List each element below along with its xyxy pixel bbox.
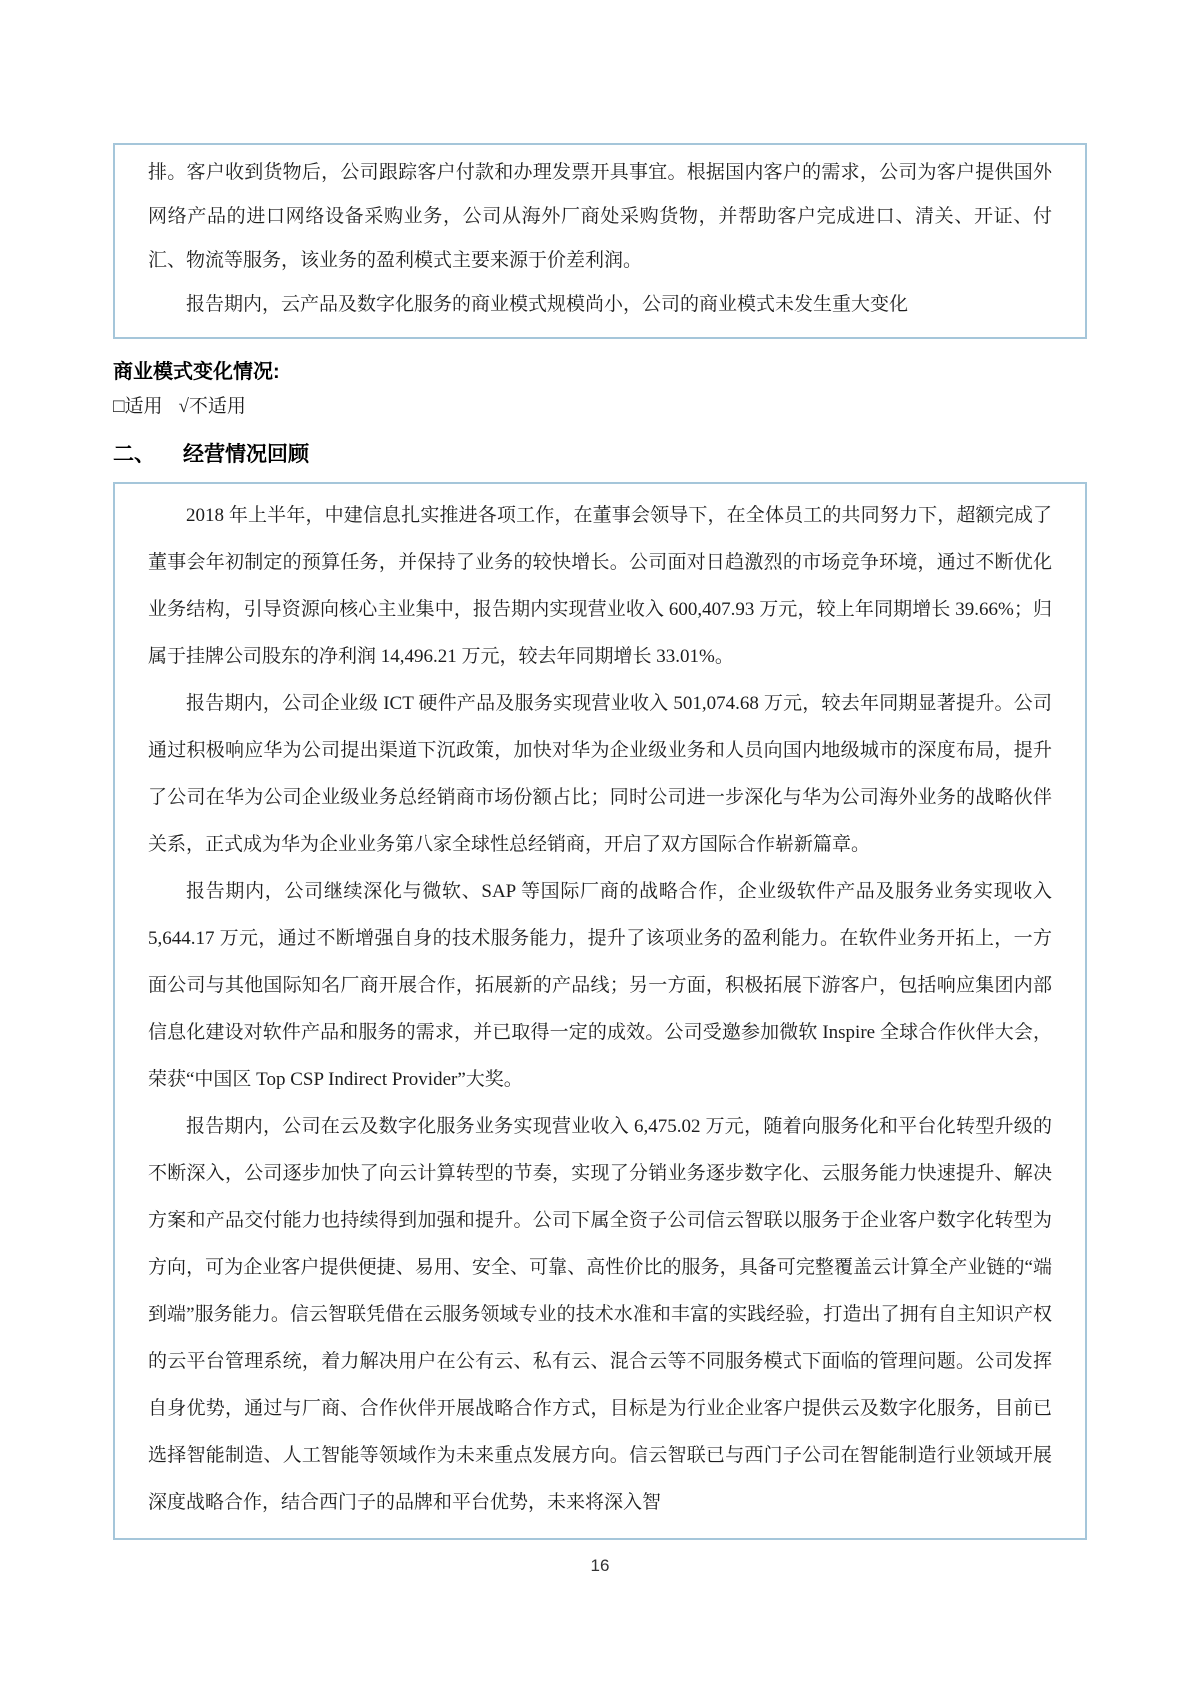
paragraph: 排。客户收到货物后，公司跟踪客户付款和办理发票开具事宜。根据国内客户的需求，公司为客户提供国外网络产品的进口网络设备采购业务，公司从海外厂商处采购货物，并帮助客户完成进口、清关、开证、付汇、物流等服务，该业务的盈利模式主要来源于价差利润。 (148, 162, 1052, 271)
checkbox-not-applicable-option: √不适用 (178, 396, 246, 417)
page-number: 16 (590, 1556, 610, 1575)
paragraph: 报告期内，公司继续深化与微软、SAP 等国际厂商的战略合作，企业级软件产品及服务业务实现收入 5,644.17 万元，通过不断增强自身的技术服务能力，提升了该项业务的盈利能力。在软件业务开拓上，一方面公司与其他国际知名厂商开展合作，拓展新的产品线；另一方面，积极拓展下游客户，包括响应集团内部信息化建设对软件产品和服务的需求，并已取得一定的成效。公司受邀参加微软 Inspire 全球合作伙伴大会，荣获“中国区 Top CSP Indirect Provider”大奖。 (148, 881, 1052, 1090)
paragraph: 报告期内，公司在云及数字化服务业务实现营业收入 6,475.02 万元，随着向服务化和平台化转型升级的不断深入，公司逐步加快了向云计算转型的节奏，实现了分销业务逐步数字化、云服务能力快速提升、解决方案和产品交付能力也持续得到加强和提升。公司下属全资子公司信云智联以服务于企业客户数字化转型为方向，可为企业客户提供便捷、易用、安全、可靠、高性价比的服务，具备可完整覆盖云计算全产业链的“端到端”服务能力。信云智联凭借在云服务领域专业的技术水准和丰富的实践经验，打造出了拥有自主知识产权的云平台管理系统，着力解决用户在公有云、私有云、混合云等不同服务模式下面临的管理问题。公司发挥自身优势，通过与厂商、合作伙伴开展战略合作方式，目标是为行业企业客户提供云及数字化服务，目前已选择智能制造、人工智能等领域作为未来重点发展方向。信云智联已与西门子公司在智能制造行业领域开展深度战略合作，结合西门子的品牌和平台优势，未来将深入智 (148, 1116, 1052, 1513)
paragraph: 2018 年上半年，中建信息扎实推进各项工作，在董事会领导下，在全体员工的共同努力下，超额完成了董事会年初制定的预算任务，并保持了业务的较快增长。公司面对日趋激烈的市场竞争环境，通过不断优化业务结构，引导资源向核心主业集中，报告期内实现营业收入 600,407.93 万元，较上年同期增长 39.66%；归属于挂牌公司股东的净利润 14,496.21 万元，较去年同期增长 33.01%。 (148, 505, 1052, 667)
section-title: 经营情况回顾 (183, 443, 309, 466)
applicability-options (113, 391, 1087, 418)
business-model-change-heading: 商业模式变化情况: (113, 361, 280, 383)
operations-review-box (113, 482, 1087, 1540)
section-heading (113, 438, 1087, 468)
section-number: 二、 (113, 443, 155, 466)
paragraph: 报告期内，公司企业级 ICT 硬件产品及服务实现营业收入 501,074.68 万元，较去年同期显著提升。公司通过积极响应华为公司提出渠道下沉政策，加快对华为企业级业务和人员向国内地级城市的深度布局，提升了公司在华为公司企业级业务总经销商市场份额占比；同时公司进一步深化与华为公司海外业务的战略伙伴关系，正式成为华为企业业务第八家全球性总经销商，开启了双方国际合作崭新篇章。 (148, 693, 1052, 855)
paragraph: 报告期内，云产品及数字化服务的商业模式规模尚小，公司的商业模式未发生重大变化 (186, 294, 909, 315)
business-model-description-box (113, 143, 1087, 339)
checkbox-applicable-option: □适用 (113, 396, 163, 417)
